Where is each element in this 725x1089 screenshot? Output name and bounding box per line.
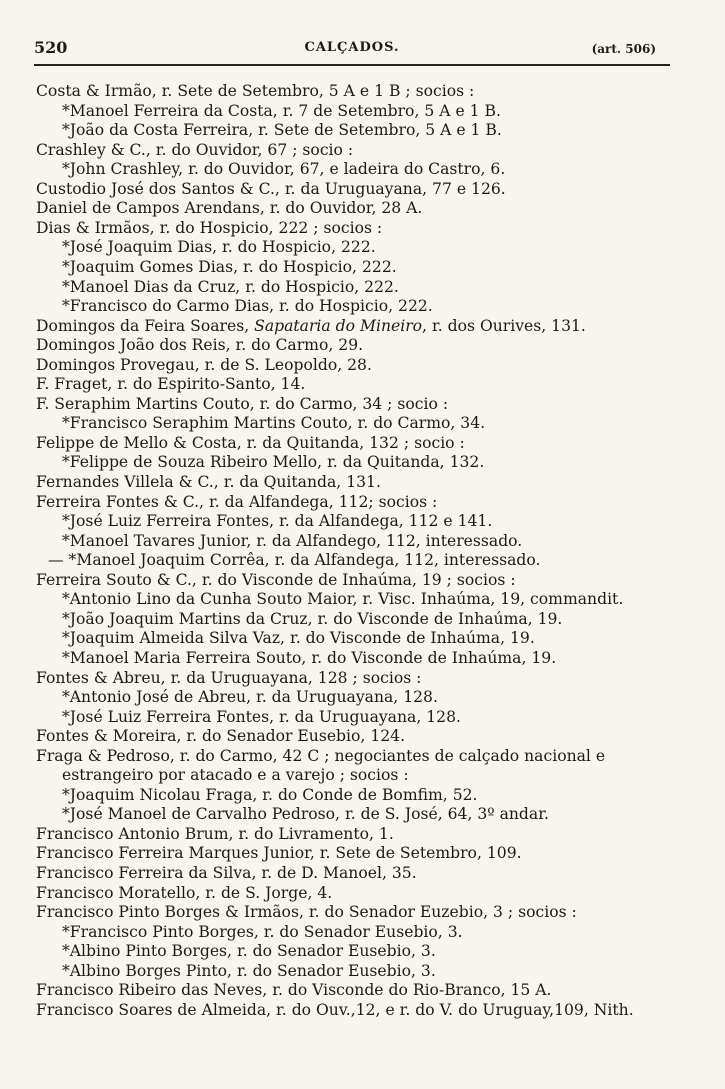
- entry-text: *João Joaquim Martins da Cruz, r. do Visconde de Inhaúma, 19.: [62, 609, 563, 628]
- entry-text: Ferreira Fontes & C., r. da Alfandega, 112; socios :: [36, 492, 438, 511]
- entry-text: F. Fraget, r. do Espirito-Santo, 14.: [36, 375, 306, 394]
- entry-text: Daniel de Campos Arendans, r. do Ouvidor, 28 A.: [36, 199, 423, 218]
- firm-entry: [36, 141, 353, 160]
- partner-entry: [62, 942, 436, 961]
- firm-entry: [36, 473, 381, 492]
- entry-text: *Francisco Pinto Borges, r. do Senador Eusebio, 3.: [62, 922, 463, 941]
- entry-text: *Manoel Dias da Cruz, r. do Hospicio, 222.: [62, 277, 399, 296]
- partner-entry: [62, 453, 484, 472]
- firm-entry: [36, 199, 422, 218]
- entry-text: Francisco Ferreira da Silva, r. de D. Manoel, 35.: [36, 864, 417, 882]
- entry-text: *Antonio José de Abreu, r. da Uruguayana, 128.: [62, 688, 438, 707]
- firm-entry: [36, 356, 372, 375]
- firm-entry: [36, 727, 405, 746]
- firm-entry: [36, 434, 465, 453]
- entry-text: Fernandes Villela & C., r. da Quitanda, 131.: [36, 473, 381, 491]
- firm-entry: [36, 317, 586, 336]
- entry-text: *João da Costa Ferreira, r. Sete de Setembro, 5 A e 1 B.: [62, 121, 502, 140]
- entry-text: *Francisco Seraphim Martins Couto, r. do Carmo, 34.: [62, 414, 486, 433]
- entry-text: *Manoel Ferreira da Costa, r. 7 de Setembro, 5 A e 1 B.: [62, 101, 501, 120]
- entry-text: *Francisco do Carmo Dias, r. do Hospicio, 222.: [62, 297, 433, 316]
- firm-entry: [36, 747, 605, 766]
- entry-text: Francisco Moratello, r. de S. Jorge, 4.: [36, 883, 333, 902]
- entry-text: *Antonio Lino da Cunha Souto Maior, r. Visc. Inhaúma, 19, commandit.: [62, 590, 624, 609]
- partner-entry: [62, 238, 376, 257]
- firm-entry: [36, 375, 305, 394]
- entry-text: *Manoel Tavares Junior, r. da Alfandego, 112, interessado.: [62, 531, 523, 550]
- entry-text: *John Crashley, r. do Ouvidor, 67, e ladeira do Castro, 6.: [62, 160, 506, 179]
- partner-entry: [62, 160, 505, 179]
- entry-text: Domingos João dos Reis, r. do Carmo, 29.: [36, 336, 364, 355]
- partner-entry: [62, 121, 502, 140]
- page-header: [34, 34, 670, 66]
- firm-entry: [36, 336, 363, 355]
- firm-entry: [36, 219, 382, 238]
- partner-entry: [62, 708, 461, 727]
- entry-address: , r. dos Ourives, 131.: [422, 316, 586, 335]
- partner-entry: [62, 629, 535, 648]
- partner-entry: [48, 551, 540, 570]
- entry-text: Francisco Ferreira Marques Junior, r. Sete de Setembro, 109.: [36, 844, 522, 863]
- partner-entry: [62, 532, 522, 551]
- partner-entry: [62, 102, 501, 121]
- firm-entry: [36, 981, 552, 1000]
- entry-text: Fontes & Moreira, r. do Senador Eusebio, 124.: [36, 727, 406, 746]
- page-number: 520: [34, 38, 68, 57]
- entry-text: Custodio José dos Santos & C., r. da Uruguayana, 77 e 126.: [36, 179, 506, 198]
- article-reference: (art. 506): [591, 42, 656, 56]
- entry-text: estrangeiro por atacado e a varejo ; socios :: [62, 766, 409, 785]
- firm-entry: [36, 825, 394, 844]
- firm-entry: [36, 903, 577, 922]
- firm-entry: [36, 1001, 634, 1020]
- entry-text: Costa & Irmão, r. Sete de Setembro, 5 A e 1 B ; socios :: [36, 82, 475, 100]
- firm-entry: [36, 395, 448, 414]
- partner-entry: [62, 610, 562, 629]
- partner-entry: [62, 512, 492, 531]
- firm-entry: [36, 82, 474, 101]
- firm-entry: [36, 884, 332, 903]
- partner-entry: [62, 805, 549, 824]
- entry-text: *Joaquim Gomes Dias, r. do Hospicio, 222.: [62, 257, 397, 276]
- entry-text: Crashley & C., r. do Ouvidor, 67 ; socio :: [36, 140, 354, 159]
- firm-entry: [36, 180, 506, 199]
- firm-entry: [36, 864, 417, 883]
- entry-text: *Joaquim Almeida Silva Vaz, r. do Visconde de Inhaúma, 19.: [62, 629, 535, 648]
- partner-entry: [62, 278, 399, 297]
- shop-name: Sapataria do Mineiro: [254, 316, 423, 335]
- partner-entry: [62, 258, 397, 277]
- partner-entry: [62, 688, 438, 707]
- partner-entry: [62, 962, 436, 981]
- partner-entry: [62, 590, 623, 609]
- firm-entry: [36, 571, 516, 590]
- entry-text: *Albino Pinto Borges, r. do Senador Eusebio, 3.: [62, 942, 436, 961]
- partner-entry: [62, 923, 463, 942]
- entry-text: *José Joaquim Dias, r. do Hospicio, 222.: [62, 238, 376, 257]
- entry-text: Dias & Irmãos, r. do Hospicio, 222 ; socios :: [36, 218, 383, 237]
- partner-entry: [62, 766, 409, 785]
- firm-entry: [36, 669, 421, 688]
- entry-text: Francisco Antonio Brum, r. do Livramento, 1.: [36, 824, 394, 843]
- entry-text: Domingos Provegau, r. de S. Leopoldo, 28.: [36, 355, 372, 374]
- entry-text: *José Luiz Ferreira Fontes, r. da Uruguayana, 128.: [62, 707, 461, 726]
- entry-text: *Joaquim Nicolau Fraga, r. do Conde de Bomfim, 52.: [62, 785, 478, 804]
- entry-text: Francisco Soares de Almeida, r. do Ouv.,12, e r. do V. do Uruguay,109, Nith.: [36, 1000, 634, 1019]
- entry-text: Francisco Ribeiro das Neves, r. do Visconde do Rio-Branco, 15 A.: [36, 981, 552, 1000]
- entry-text: Domingos da Feira Soares,: [36, 316, 255, 335]
- partner-entry: [62, 297, 433, 316]
- entry-text: F. Seraphim Martins Couto, r. do Carmo, 34 ; socio :: [36, 394, 449, 413]
- partner-entry: [62, 649, 556, 668]
- firm-entry: [36, 844, 522, 863]
- partner-entry: [62, 414, 485, 433]
- entry-text: *José Manoel de Carvalho Pedroso, r. de S. José, 64, 3º andar.: [62, 805, 549, 824]
- firm-entry: [36, 493, 437, 512]
- entry-text: Fraga & Pedroso, r. do Carmo, 42 C ; negociantes de calçado nacional e: [36, 746, 606, 765]
- entry-text: Francisco Pinto Borges & Irmãos, r. do Senador Euzebio, 3 ; socios :: [36, 903, 577, 922]
- entry-text: *Felippe de Souza Ribeiro Mello, r. da Quitanda, 132.: [62, 453, 485, 472]
- entry-text: *Manoel Maria Ferreira Souto, r. do Visconde de Inhaúma, 19.: [62, 648, 557, 667]
- running-title: CALÇADOS.: [304, 40, 400, 55]
- entry-text: *José Luiz Ferreira Fontes, r. da Alfandega, 112 e 141.: [62, 512, 493, 531]
- entry-text: Fontes & Abreu, r. da Uruguayana, 128 ; socios :: [36, 668, 422, 687]
- partner-entry: [62, 786, 478, 805]
- entry-text: Ferreira Souto & C., r. do Visconde de Inhaúma, 19 ; socios :: [36, 570, 516, 589]
- entry-text: *Albino Borges Pinto, r. do Senador Eusebio, 3.: [62, 961, 436, 980]
- entry-text: — *Manoel Joaquim Corrêa, r. da Alfandega, 112, interessado.: [48, 551, 541, 570]
- entry-text: Felippe de Mello & Costa, r. da Quitanda, 132 ; socio :: [36, 433, 465, 452]
